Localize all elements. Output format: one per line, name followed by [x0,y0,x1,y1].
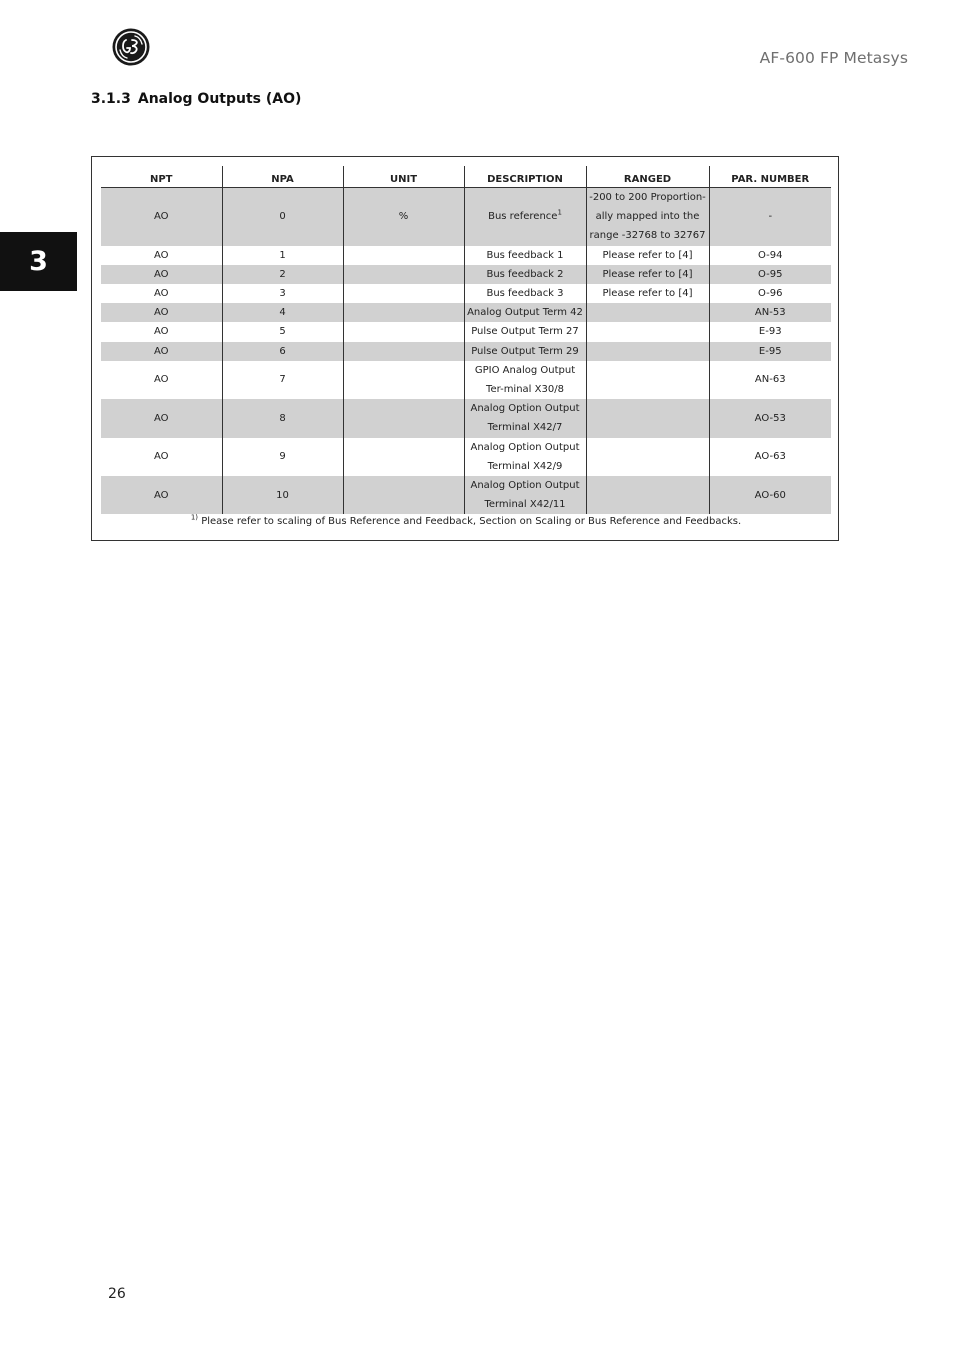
cell-unit [343,399,464,437]
column-header-description: DESCRIPTION [464,166,586,188]
column-header-ranged: RANGED [586,166,709,188]
document-title: AF-600 FP Metasys [759,49,908,67]
cell-ranged [586,322,709,341]
cell-npt: AO [101,361,222,399]
cell-par-number: O-95 [709,265,831,284]
cell-unit [343,361,464,399]
cell-unit [343,476,464,514]
analog-outputs-table [101,166,831,514]
cell-ranged: Please refer to [4] [586,246,709,265]
cell-npa: 7 [222,361,343,399]
table-footnote [101,513,831,527]
cell-par-number: AO-53 [709,399,831,437]
cell-ranged [586,303,709,322]
cell-par-number: - [709,188,831,246]
cell-npa: 3 [222,284,343,303]
cell-npa: 2 [222,265,343,284]
cell-description: Bus feedback 1 [464,246,586,265]
cell-unit [343,322,464,341]
cell-npa: 5 [222,322,343,341]
cell-npt: AO [101,188,222,246]
cell-description: Bus feedback 2 [464,265,586,284]
cell-ranged [586,342,709,361]
cell-par-number: O-94 [758,249,783,261]
cell-npa: 0 [222,188,343,246]
cell-par-number: E-93 [758,326,782,338]
cell-npt: AO [101,284,222,303]
cell-npa: 10 [222,476,343,514]
table-row [101,399,831,437]
section-title: Analog Outputs (AO) [137,91,302,107]
cell-npt: AO [101,322,222,341]
cell-npt: AO [101,438,222,476]
cell-par-number: E-95 [709,342,831,361]
cell-unit [343,438,464,476]
cell-npa: 9 [222,438,343,476]
section-heading [91,91,301,107]
cell-npt: AO [101,246,222,265]
cell-unit [343,342,464,361]
column-header-npa: NPA [222,166,343,188]
table-row [101,438,831,476]
description-text: Bus reference [488,211,558,223]
cell-unit [343,303,464,322]
page-number: 26 [108,1286,126,1302]
column-header-npt: NPT [101,166,222,188]
footnote-ref: 1 [557,208,562,217]
table-row [101,361,831,399]
table-row [101,322,831,341]
footnote-text: Please refer to scaling of Bus Reference and Feedback, Section on Scaling or Bus Reference and Feedbacks. [201,516,742,527]
cell-description: Analog Option Output Terminal X42/9 [464,438,586,476]
cell-description: Pulse Output Term 29 [464,342,586,361]
cell-ranged [586,438,709,476]
analog-outputs-table-frame [91,156,839,541]
cell-ranged: Please refer to [4] [586,284,709,303]
ge-logo [112,28,150,66]
cell-npt: AO [101,342,222,361]
footnote-marker: 1) [190,513,199,522]
cell-ranged [586,476,709,514]
section-number: 3.1.3 [91,91,131,107]
column-header-par-number: PAR. NUMBER [709,166,831,188]
table-row [101,303,831,322]
cell-unit [343,284,464,303]
ge-monogram-icon [112,28,150,66]
table-row [101,476,831,514]
cell-description: Pulse Output Term 27 [464,322,586,341]
cell-unit [343,246,464,265]
cell-par-number: AO-63 [754,451,786,463]
cell-npa: 8 [222,399,343,437]
cell-par-number: AO-60 [709,476,831,514]
cell-description: Analog Option Output Terminal X42/11 [464,476,586,514]
table-row [101,246,831,265]
cell-npt: AO [101,265,222,284]
cell-ranged: Please refer to [4] [586,265,709,284]
cell-description: Analog Output Term 42 [464,303,586,322]
cell-par-number: O-96 [758,288,783,300]
cell-npa: 4 [222,303,343,322]
cell-description [464,188,586,246]
cell-npa: 1 [222,246,343,265]
cell-description: Analog Option Output Terminal X42/7 [464,399,586,437]
table-row [101,284,831,303]
cell-npt: AO [101,303,222,322]
table-header-row [101,166,831,188]
cell-description: Bus feedback 3 [464,284,586,303]
cell-ranged: -200 to 200 Proportion-ally mapped into the range -32768 to 32767 [586,188,709,246]
cell-par-number: AN-53 [709,303,831,322]
cell-ranged [586,361,709,399]
table-row [101,265,831,284]
cell-ranged [586,399,709,437]
table-row [101,188,831,246]
chapter-tab: 3 [0,232,77,291]
cell-npt: AO [101,399,222,437]
table-row [101,342,831,361]
cell-unit [343,265,464,284]
column-header-unit: UNIT [343,166,464,188]
cell-description: GPIO Analog Output Ter-minal X30/8 [464,361,586,399]
cell-unit: % [343,188,464,246]
cell-par-number: AN-63 [754,374,786,386]
cell-npt: AO [101,476,222,514]
cell-npa: 6 [222,342,343,361]
